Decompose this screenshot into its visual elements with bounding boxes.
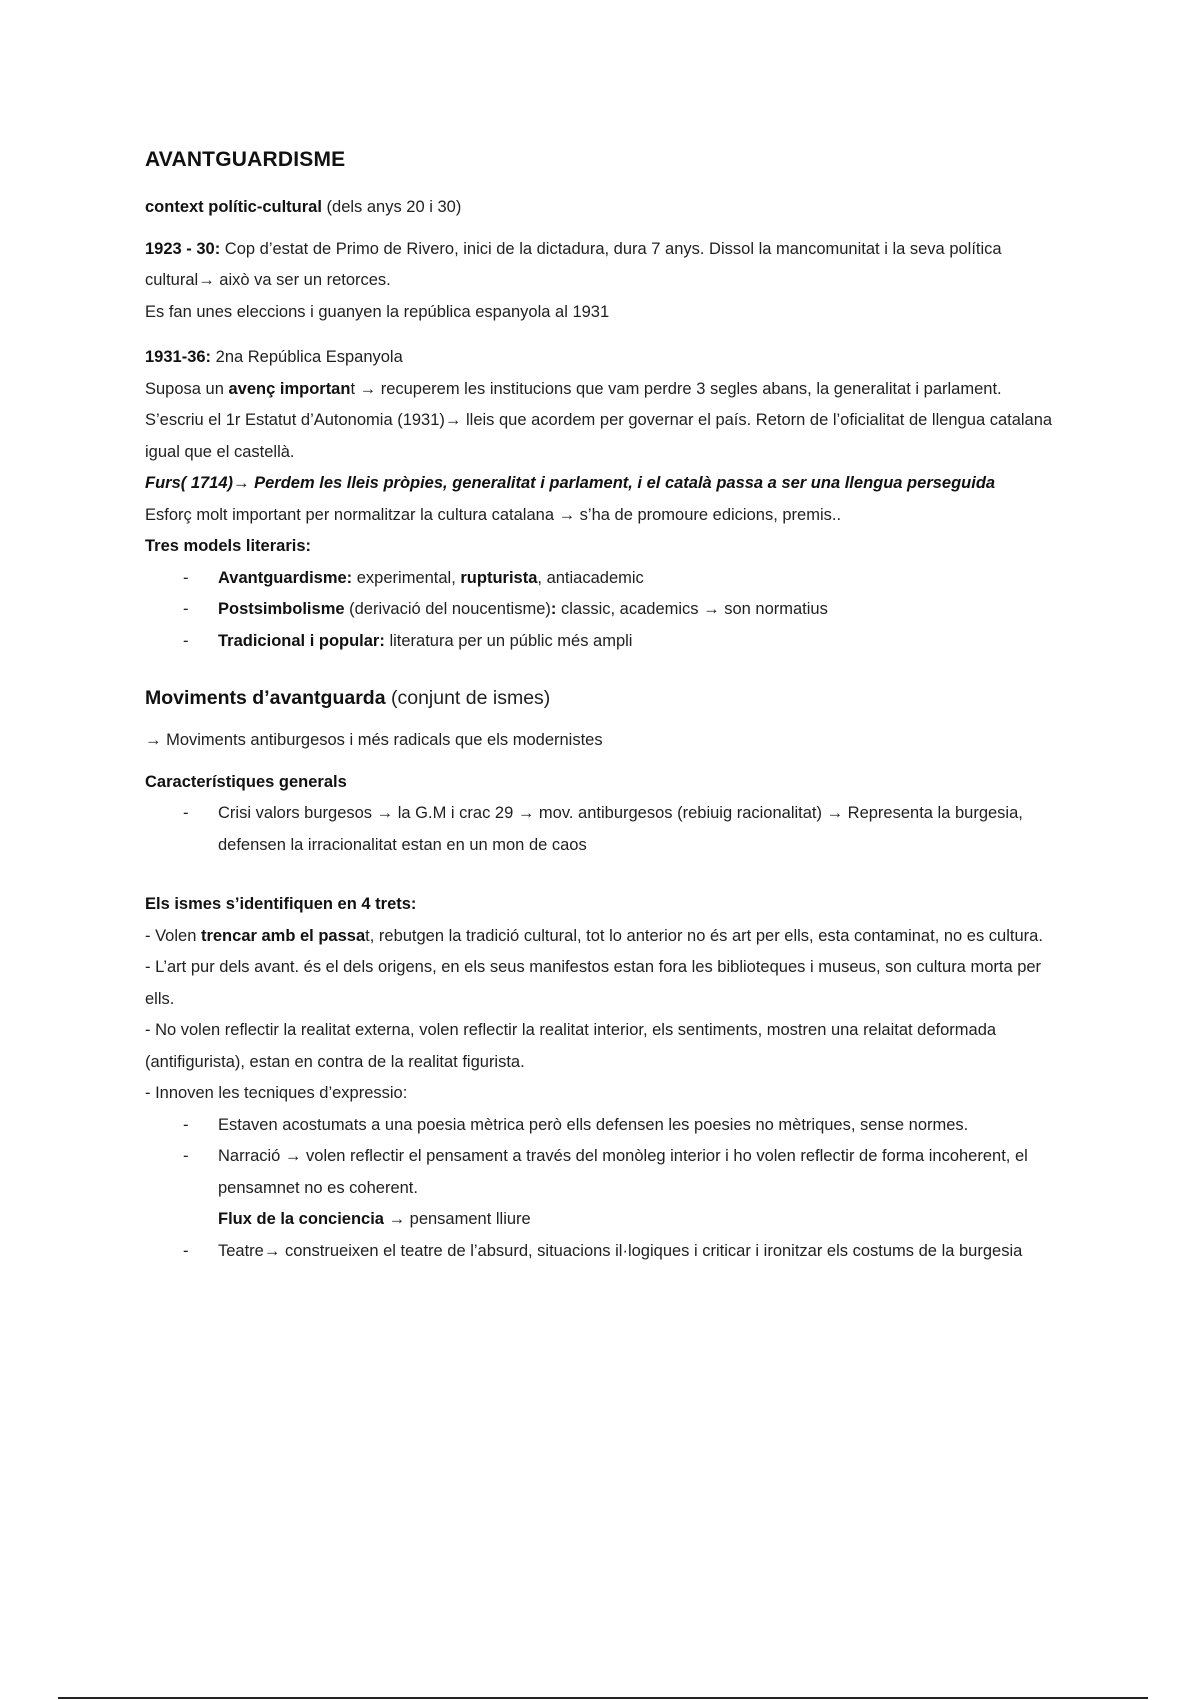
- paragraph-eleccions: Es fan unes eleccions i guanyen la república espanyola al 1931: [145, 302, 610, 321]
- models-heading: Tres models literaris:: [145, 537, 311, 555]
- model-desc: experimental,: [352, 568, 461, 587]
- context-heading: [145, 192, 1065, 224]
- footer-divider: [58, 1697, 1148, 1699]
- moviments-line: → Moviments antiburgesos i més radicals que els modernistes: [145, 731, 603, 749]
- model-desc: (derivació del noucentisme): [344, 600, 551, 618]
- list-item: [145, 563, 1065, 595]
- context-label: context polític-cultural: [145, 198, 322, 216]
- tecniques-list: [145, 1110, 1065, 1205]
- models-list: [145, 563, 1065, 658]
- caracteristiques-heading: Característiques generals: [145, 772, 347, 791]
- model-bold: rupturista: [460, 568, 538, 587]
- paragraph-furs: Furs( 1714)→ Perdem les lleis pròpies, generalitat i parlament, i el català passa a ser una llengua perseguida: [145, 474, 996, 492]
- tret-1-post: t, rebutgen la tradició cultural, tot lo anterior no és art per ells, esta contaminat, no es cultura.: [365, 926, 1043, 945]
- paragraph-avenc: [145, 374, 1065, 406]
- paragraph-esforc: Esforç molt important per normalitzar la cultura catalana → s’ha de promoure edicions, premis..: [145, 505, 842, 524]
- avenc-bold: avenç importan: [228, 379, 351, 398]
- model-bold: :: [550, 600, 557, 618]
- model-desc: literatura per un públic més ampli: [384, 631, 633, 650]
- ismes-tret-1: [145, 921, 1065, 953]
- list-item: - Narració → volen reflectir el pensament a través del monòleg interior i ho volen reflectir de forma incoherent, el pensamnet no es coherent.: [145, 1141, 1065, 1204]
- flux-line: [145, 1204, 1065, 1236]
- list-item: [145, 594, 1065, 626]
- date-label-1931: 1931-36:: [145, 348, 212, 366]
- context-note: (dels anys 20 i 30): [321, 198, 462, 216]
- paragraph-1931: [145, 342, 1065, 374]
- page-title: AVANTGUARDISME: [145, 148, 346, 171]
- moviments-title: Moviments d’avantguarda: [145, 687, 386, 709]
- tret-1-pre: - Volen: [145, 926, 201, 945]
- model-name: Avantguardisme:: [218, 568, 353, 587]
- model-desc-2: classic, academics → son normatius: [556, 600, 828, 618]
- ismes-tret-4: - Innoven les tecniques d’expressio:: [145, 1084, 408, 1102]
- date-label-1923: 1923 - 30:: [145, 239, 221, 258]
- avenc-pre: Suposa un: [145, 379, 229, 398]
- document-page: [145, 148, 1065, 1267]
- paragraph-estatut: S’escriu el 1r Estatut d’Autonomia (1931)→ lleis que acordem per governar el país. Retorn de l’oficialitat de llengua catalana igual que el castellà.: [145, 411, 1053, 461]
- caracteristiques-list: [145, 798, 1065, 861]
- model-desc-2: , antiacademic: [537, 568, 644, 587]
- list-item: [145, 626, 1065, 658]
- model-name: Postsimbolisme: [218, 600, 345, 618]
- paragraph-1923: [145, 234, 1065, 297]
- moviments-heading: [145, 681, 1065, 715]
- teatre-list: [145, 1236, 1065, 1268]
- model-name: Tradicional i popular:: [218, 631, 385, 650]
- avenc-post: t → recuperem les institucions que vam perdre 3 segles abans, la generalitat i parlament.: [350, 379, 1002, 398]
- tret-1-bold: trencar amb el passa: [200, 926, 366, 945]
- moviments-note: (conjunt de ismes): [385, 687, 551, 709]
- paragraph-1923-text: Cop d’estat de Primo de Rivero, inici de la dictadura, dura 7 anys. Dissol la mancomunitat i la seva política cultural→ això va ser un retorces.: [145, 239, 1002, 289]
- ismes-tret-2: - L’art pur dels avant. és el dels origens, en els seus manifestos estan fora les biblioteques i museus, son cultura morta per ells.: [145, 958, 1042, 1008]
- ismes-heading: Els ismes s’identifiquen en 4 trets:: [145, 895, 417, 913]
- flux-bold: Flux de la conciencia: [218, 1210, 384, 1228]
- list-item: - Crisi valors burgesos → la G.M i crac 29 → mov. antiburgesos (rebiuig racionalitat) → Representa la burgesia, defensen la irracionalitat estan en un mon de caos: [145, 798, 1065, 861]
- list-item: - Estaven acostumats a una poesia mètrica però ells defensen les poesies no mètriques, sense normes.: [145, 1110, 1065, 1142]
- list-item: - Teatre→ construeixen el teatre de l’absurd, situacions il·logiques i criticar i ironitzar els costums de la burgesia: [145, 1236, 1065, 1268]
- ismes-tret-3: - No volen reflectir la realitat externa, volen reflectir la realitat interior, els sentiments, mostren una relaitat deformada (antifigurista), estan en contra de la realitat figurista.: [145, 1021, 997, 1071]
- flux-text: → pensament lliure: [383, 1210, 531, 1228]
- paragraph-1931-text: 2na República Espanyola: [211, 348, 403, 366]
